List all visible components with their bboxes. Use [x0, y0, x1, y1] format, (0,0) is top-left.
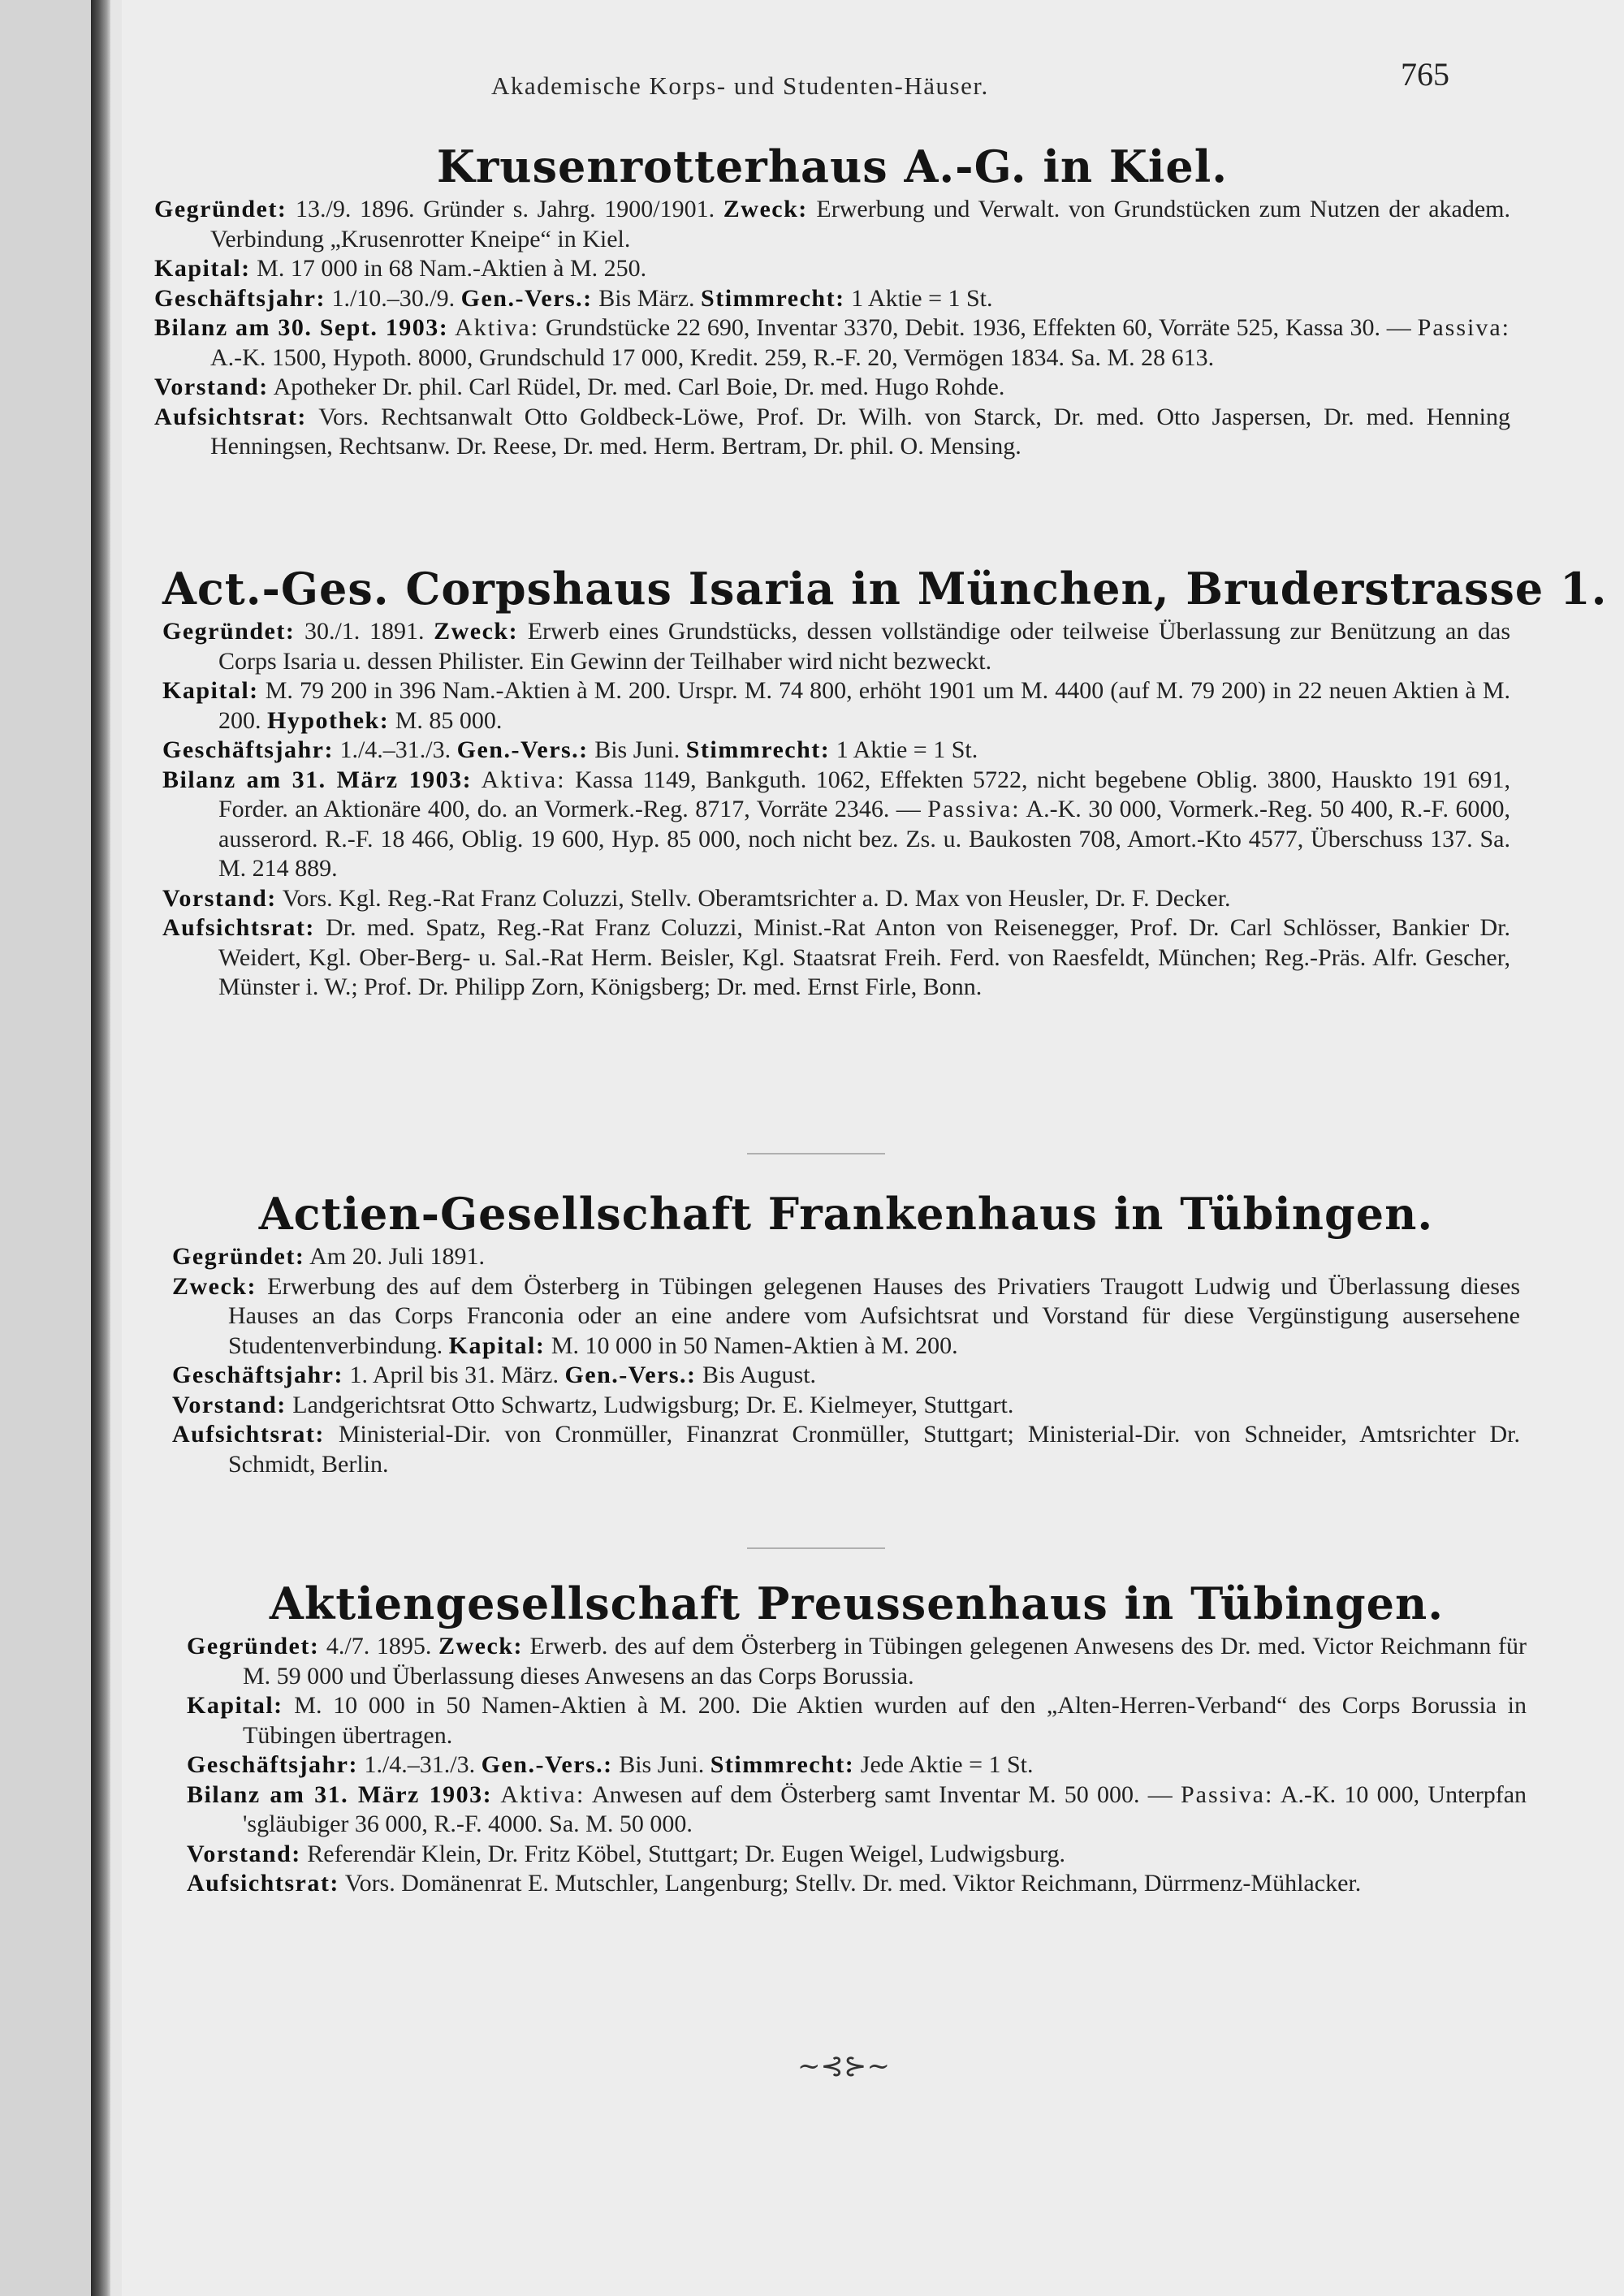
- balance-side-label: Passiva:: [1417, 314, 1510, 341]
- field-label: Stimmrecht:: [710, 1751, 855, 1778]
- field-label: Geschäftsjahr:: [162, 736, 334, 763]
- entry-paragraph: [154, 403, 1510, 462]
- entry-title: Aktiengesellschaft Preussenhaus in Tübingen.: [269, 1577, 1445, 1629]
- entry-title: Krusenrotterhaus A.-G. in Kiel.: [436, 140, 1229, 192]
- field-label: Zweck:: [723, 196, 808, 222]
- entry-paragraph: [162, 676, 1510, 736]
- entry-paragraph: [172, 1420, 1520, 1479]
- entry-body: [162, 617, 1510, 1003]
- field-text: Apotheker Dr. phil. Carl Rüdel, Dr. med. Carl Boie, Dr. med. Hugo Rohde.: [268, 373, 1005, 400]
- entry-paragraph: [172, 1242, 1520, 1272]
- field-label: Geschäftsjahr:: [154, 284, 326, 312]
- field-label: Zweck:: [438, 1633, 523, 1659]
- field-text: Jede Aktie = 1 St.: [854, 1751, 1034, 1778]
- field-text: Vors. Kgl. Reg.-Rat Franz Coluzzi, Stellv. Oberamtsrichter a. D. Max von Heusler, Dr. F. Decker.: [276, 884, 1231, 912]
- field-text: 4./7. 1895.: [319, 1633, 438, 1659]
- field-text: 1 Aktie = 1 St.: [830, 736, 978, 763]
- field-text: 1./4.–31./3.: [333, 736, 457, 763]
- field-label: Bilanz am 31. März 1903:: [187, 1780, 493, 1808]
- field-text: [492, 1781, 500, 1808]
- field-label: Bilanz am 30. Sept. 1903:: [154, 314, 449, 341]
- entry-paragraph: [187, 1691, 1527, 1750]
- field-label: Gegründet:: [172, 1243, 305, 1270]
- field-text: Anwesen auf dem Österberg samt Inventar M. 50 000. —: [585, 1780, 1181, 1808]
- field-text: Ministerial-Dir. von Cronmüller, Finanzrat Cronmüller, Stuttgart; Ministerial-Dir. von Schneider, Amtsrichter Dr. Schmidt, Berlin.: [228, 1421, 1520, 1478]
- entry-body: [187, 1632, 1527, 1899]
- book-gutter: [91, 0, 110, 2296]
- entry-paragraph: [154, 195, 1510, 254]
- entry-paragraph: [162, 884, 1510, 914]
- field-label: Gen.-Vers.:: [564, 1362, 697, 1388]
- field-label: Kapital:: [187, 1692, 283, 1719]
- field-text: Am 20. Juli 1891.: [304, 1243, 486, 1270]
- fleuron-ornament: ~⊰⊱~: [797, 2050, 890, 2082]
- balance-side-label: Passiva:: [1180, 1780, 1274, 1808]
- field-text: A.-K. 1500, Hypoth. 8000, Grundschuld 17 000, Kredit. 259, R.-F. 20, Vermögen 1834. Sa. M. 28 613.: [210, 343, 1215, 371]
- field-text: [448, 314, 455, 341]
- entry-paragraph: [187, 1632, 1527, 1691]
- field-label: Geschäftsjahr:: [187, 1751, 358, 1778]
- field-text: M. 10 000 in 50 Namen-Aktien à M. 200. Die Aktien wurden auf den „Alten-Herren-Verband“ des Corps Borussia in Tübingen übertragen.: [243, 1692, 1527, 1749]
- field-text: A.-K. 10 000, Unterpfan 'sgläubiger 36 000, R.-F. 4000. Sa. M. 50 000.: [243, 1780, 1527, 1837]
- field-text: M. 10 000 in 50 Namen-Aktien à M. 200.: [545, 1331, 958, 1359]
- field-text: Bis Juni.: [612, 1751, 710, 1778]
- entry-title: Actien-Gesellschaft Frankenhaus in Tübingen.: [258, 1188, 1434, 1240]
- field-label: Kapital:: [162, 677, 259, 704]
- field-text: 1./10.–30./9.: [325, 284, 461, 312]
- balance-side-label: Passiva:: [927, 796, 1021, 822]
- entry-frankenhaus: [172, 1185, 1520, 1479]
- entry-isaria: [162, 560, 1608, 1003]
- field-text: Vors. Rechtsanwalt Otto Goldbeck-Löwe, Prof. Dr. Wilh. von Starck, Dr. med. Otto Jaspersen, Dr. med. Henning Henningsen, Rechtsanw. Dr. Reese, Dr. med. Herm. Bertram, Dr. phil. O. Mensing.: [210, 403, 1510, 460]
- field-label: Hypothek:: [267, 706, 390, 734]
- field-label: Vorstand:: [172, 1391, 287, 1418]
- section-divider: [747, 1547, 885, 1549]
- entry-paragraph: [187, 1840, 1527, 1870]
- entry-paragraph: [187, 1750, 1527, 1780]
- field-text: Bis März.: [592, 284, 702, 312]
- page: [122, 0, 1624, 2296]
- entry-paragraph: [172, 1272, 1520, 1362]
- entry-paragraph: [154, 254, 1510, 284]
- field-label: Zweck:: [172, 1272, 257, 1300]
- field-label: Gegründet:: [154, 196, 287, 222]
- field-text: Erwerbung des auf dem Österberg in Tübingen gelegenen Hauses des Privatiers Traugott Ludwig und Überlassung dieses Hauses an das Corps Franconia oder an eine andere vom Aufsichtsrat und Vorstand für diese Vergünstigung ausersehene Studentenverbindung.: [228, 1272, 1520, 1359]
- field-text: M. 79 200 in 396 Nam.-Aktien à M. 200. Urspr. M. 74 800, erhöht 1901 um M. 4400 (auf M. 79 200) in 22 neuen Aktien à M. 200.: [218, 677, 1510, 734]
- entry-paragraph: [172, 1361, 1520, 1391]
- field-text: M. 85 000.: [389, 706, 503, 734]
- field-label: Vorstand:: [162, 884, 277, 912]
- field-label: Kapital:: [154, 255, 251, 282]
- field-text: Bis Juni.: [588, 736, 686, 763]
- field-text: Kassa 1149, Bankguth. 1062, Effekten 5722, nicht begebene Oblig. 3800, Hauskto 191 691, Forder. an Aktionäre 400, do. an Vormerk.-Reg. 8717, Vorräte 2346. —: [218, 766, 1511, 822]
- field-label: Vorstand:: [154, 373, 269, 400]
- field-label: Aufsichtsrat:: [187, 1870, 339, 1897]
- entry-preussenhaus: [187, 1575, 1527, 1899]
- field-label: Aufsichtsrat:: [162, 914, 315, 941]
- field-label: Gegründet:: [187, 1633, 320, 1659]
- field-text: Erwerb eines Grundstücks, dessen vollständige oder teilweise Überlassung zur Benützung an das Corps Isaria u. dessen Philister. Ein Gewinn der Teilhaber wird nicht bezweckt.: [218, 618, 1510, 675]
- field-text: Erwerbung und Verwalt. von Grundstücken zum Nutzen der akadem. Verbindung „Krusenrotter Kneipe“ in Kiel.: [210, 196, 1510, 252]
- entry-paragraph: [162, 913, 1510, 1003]
- entry-paragraph: [154, 284, 1510, 314]
- entry-paragraph: [187, 1869, 1527, 1899]
- entry-title: Act.-Ges. Corpshaus Isaria in München, Bruderstrasse 1.: [162, 563, 1608, 615]
- field-text: Dr. med. Spatz, Reg.-Rat Franz Coluzzi, Minist.-Rat Anton von Reisenegger, Prof. Dr. Carl Schlösser, Bankier Dr. Weidert, Kgl. Ober-Berg- u. Sal.-Rat Herm. Beisler, Kgl. Staatsrat Freih. Ferd. von Raesfeldt, München; Reg.-Präs. Alfr. Gescher, Münster i. W.; Prof. Dr. Philipp Zorn, Königsberg; Dr. med. Ernst Firle, Bonn.: [218, 914, 1510, 1000]
- field-label: Bilanz am 31. März 1903:: [162, 766, 473, 793]
- field-text: Vors. Domänenrat E. Mutschler, Langenburg; Stellv. Dr. med. Viktor Reichmann, Dürrmenz-Mühlacker.: [339, 1870, 1362, 1897]
- field-label: Gegründet:: [162, 618, 296, 645]
- field-label: Gen.-Vers.:: [481, 1751, 613, 1778]
- field-text: Grundstücke 22 690, Inventar 3370, Debit. 1936, Effekten 60, Vorräte 525, Kassa 30. —: [539, 314, 1418, 341]
- entry-body: [172, 1242, 1520, 1479]
- balance-side-label: Aktiva:: [481, 766, 566, 793]
- field-text: 1. April bis 31. März.: [343, 1362, 565, 1388]
- field-text: [472, 766, 482, 793]
- page-number: 765: [1401, 56, 1449, 93]
- entry-paragraph: [154, 313, 1510, 373]
- field-text: Erwerb. des auf dem Österberg in Tübingen gelegenen Anwesens des Dr. med. Victor Reichmann für M. 59 000 und Überlassung dieses Anwesens an das Corps Borussia.: [243, 1633, 1527, 1690]
- field-text: 1./4.–31./3.: [357, 1751, 482, 1778]
- field-label: Stimmrecht:: [701, 284, 845, 312]
- field-label: Kapital:: [448, 1331, 546, 1359]
- field-text: Referendär Klein, Dr. Fritz Köbel, Stuttgart; Dr. Eugen Weigel, Ludwigsburg.: [300, 1840, 1066, 1867]
- field-text: Landgerichtsrat Otto Schwartz, Ludwigsburg; Dr. E. Kielmeyer, Stuttgart.: [286, 1391, 1014, 1418]
- field-text: M. 17 000 in 68 Nam.-Aktien à M. 250.: [250, 255, 647, 282]
- section-divider: [747, 1153, 885, 1154]
- field-label: Gen.-Vers.:: [456, 736, 589, 763]
- entry-paragraph: [154, 373, 1510, 403]
- field-text: 13./9. 1896. Gründer s. Jahrg. 1900/1901.: [287, 196, 723, 222]
- entry-paragraph: [187, 1780, 1527, 1840]
- running-head: Akademische Korps- und Studenten-Häuser.: [491, 71, 989, 100]
- field-label: Gen.-Vers.:: [460, 284, 593, 312]
- entry-krusenrotterhaus: [154, 138, 1510, 462]
- field-label: Zweck:: [434, 618, 519, 645]
- field-text: 30./1. 1891.: [295, 618, 434, 645]
- entry-paragraph: [172, 1391, 1520, 1421]
- field-text: Bis August.: [696, 1362, 817, 1388]
- field-text: A.-K. 30 000, Vormerk.-Reg. 50 400, R.-F. 6000, ausserord. R.-F. 18 466, Oblig. 19 600, Hyp. 85 000, noch nicht bez. Zs. u. Baukosten 708, Amort.-Kto 4577, Überschuss 137. Sa. M. 214 889.: [218, 796, 1510, 882]
- field-label: Stimmrecht:: [685, 736, 831, 763]
- field-label: Aufsichtsrat:: [172, 1421, 325, 1448]
- field-label: Geschäftsjahr:: [172, 1362, 343, 1388]
- facing-page-margin: [0, 0, 102, 2296]
- entry-paragraph: [162, 766, 1510, 884]
- entry-paragraph: [162, 617, 1510, 676]
- balance-side-label: Aktiva:: [500, 1780, 585, 1808]
- balance-side-label: Aktiva:: [455, 314, 540, 341]
- field-label: Vorstand:: [187, 1840, 301, 1867]
- entry-paragraph: [162, 736, 1510, 766]
- field-label: Aufsichtsrat:: [154, 403, 307, 430]
- entry-body: [154, 195, 1510, 462]
- field-text: 1 Aktie = 1 St.: [844, 284, 993, 312]
